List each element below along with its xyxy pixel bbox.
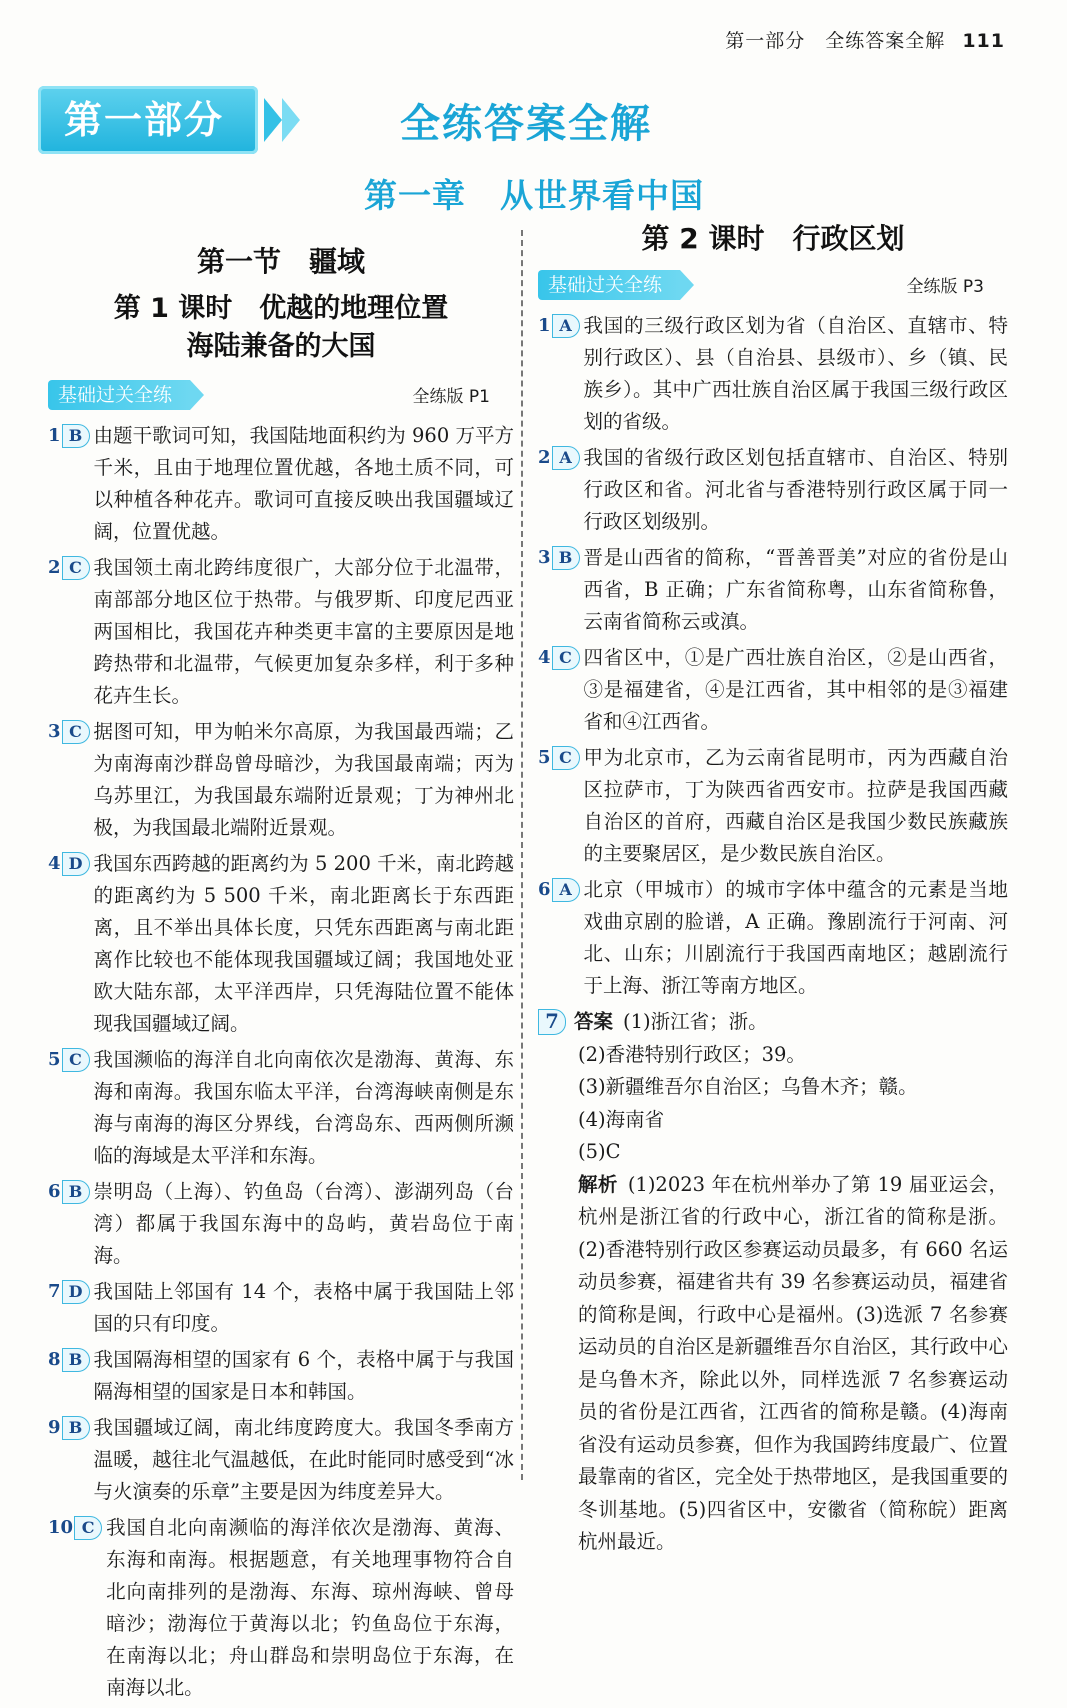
explanation-text: 北京（甲城市）的城市字体中蕴含的元素是当地戏曲京剧的脸谱，A 正确。豫剧流行于河南、河北、山东；川剧流行于我国西南地区；越剧流行于上海、浙江等南方地区。 [583,878,1008,997]
question-number: 4 [538,647,551,668]
explanation-text: 我国濒临的海洋自北向南依次是渤海、黄海、东海和南海。我国东临太平洋，台湾海峡南侧是东海与南海的海区分界线，台湾岛东、西两侧所濒临的海域是太平洋和东海。 [93,1048,514,1167]
answer-choice: D [62,1280,90,1304]
answer-item [538,442,1008,538]
question-number: 2 [538,447,551,468]
answer-item [48,1276,514,1340]
answer-choice: A [552,878,580,902]
answer-badge [48,556,90,580]
answer-choice: C [62,720,90,744]
answer-badge [48,1280,90,1304]
answer-badge [538,314,580,338]
answer-item [48,1344,514,1408]
answer-item [538,310,1008,438]
running-header-text: 第一部分 全练答案全解 [725,30,946,52]
right-column [538,220,1008,1559]
answer-choice: B [62,1348,90,1372]
question-number: 5 [538,747,551,768]
exercise-tag-row [538,266,1008,306]
answer-badge [538,546,580,570]
answer-choice: B [62,1416,90,1440]
answer-line: (4)海南省 [578,1107,665,1131]
page-number: 111 [962,30,1005,52]
question-number: 9 [48,1417,61,1438]
explanation-text: 据图可知，甲为帕米尔高原，为我国最西端；乙为南海南沙群岛曾母暗沙，为我国最南端；丙为乌苏里江，为我国最东端附近景观；丁为神州北极，为我国最北端附近景观。 [93,720,514,839]
question-number: 7 [48,1281,61,1302]
answer-item [48,1512,514,1704]
running-header [725,26,1005,53]
explanation-text: 我国的省级行政区划包括直辖市、自治区、特别行政区和省。河北省与香港特别行政区属于同一行政区划级别。 [583,446,1008,533]
answer-badge [538,646,580,670]
question-number: 3 [538,547,551,568]
answer-badge [48,1516,102,1540]
lesson-title: 第 2 课时 行政区划 [641,222,905,255]
reference-label: 全练版 P3 [906,277,984,297]
answer-item [48,552,514,712]
answer-choice: C [62,556,90,580]
answer-badge [538,746,580,770]
question-number: 2 [48,557,61,578]
answer-badge [48,1048,90,1072]
answer-label: 答案 [574,1010,614,1033]
answer-choice: A [552,446,580,470]
answer-badge [48,1416,90,1440]
chevron-right-icon [264,98,282,142]
answer-line: (5)C [578,1140,621,1163]
question-number: 10 [48,1517,74,1538]
explanation-text: 崇明岛（上海）、钓鱼岛（台湾）、澎湖列岛（台湾）都属于我国东海中的岛屿，黄岩岛位于南海。 [93,1180,514,1267]
chapter-title: 第一章 从世界看中国 [364,176,704,215]
answer-choice: D [62,852,90,876]
question-number: 5 [48,1049,61,1070]
explanation-text: 由题干歌词可知，我国陆地面积约为 960 万平方千米，且由于地理位置优越，各地土质不同，可以种植各种花卉。歌词可直接反映出我国疆域辽阔，位置优越。 [93,424,514,543]
answer-choice: C [62,1048,90,1072]
question-number: 1 [48,425,61,446]
answer-item [48,716,514,844]
answer-badge [538,878,580,902]
answer-badge [48,1348,90,1372]
answer-choice: C [74,1516,102,1540]
explanation-text: 我国的三级行政区划为省（自治区、直辖市、特别行政区）、县（自治县、县级市）、乡（镇、民族乡）。其中广西壮族自治区属于我国三级行政区划的省级。 [583,314,1008,433]
answer-item [538,542,1008,638]
answer-choice: B [62,1180,90,1204]
answer-heading [538,1006,1008,1039]
answer-item [538,874,1008,1002]
question-number: 3 [48,721,61,742]
explanation-text: 甲为北京市，乙为云南省昆明市，丙为西藏自治区拉萨市，丁为陕西省西安市。拉萨是我国西藏自治区的首府，西藏自治区是我国少数民族藏族的主要聚居区，是少数民族自治区。 [583,746,1008,865]
question-number-badge: 7 [538,1009,566,1035]
answer-item [48,1176,514,1272]
reference-label: 全练版 P1 [412,387,490,407]
question-number: 6 [538,879,551,900]
explanation-text: 我国东西跨越的距离约为 5 200 千米，南北跨越的距离约为 5 500 千米，南北距离长于东西距离，且不举出具体长度，只凭东西距离与南北距离作比较也不能体现我国疆域辽阔；我国地处亚欧大陆东部，太平洋西岸，只凭海陆位置不能体现我国疆域辽阔。 [93,852,514,1035]
explanation-text: 我国陆上邻国有 14 个，表格中属于我国陆上邻国的只有印度。 [93,1280,514,1335]
part-banner [38,86,258,154]
answer-line: (3)新疆维吾尔自治区；乌鲁木齐；赣。 [578,1075,918,1098]
question-number: 4 [48,853,61,874]
explanation-text: 我国隔海相望的国家有 6 个，表格中属于与我国隔海相望的国家是日本和韩国。 [93,1348,514,1403]
answer-badge [538,446,580,470]
answer-line: (2)香港特别行政区；39。 [578,1042,806,1066]
answer-choice: C [552,746,580,770]
answer-choice: A [552,314,580,338]
page-title: 全练答案全解 [400,101,652,147]
question-number: 1 [538,315,551,336]
question-number: 6 [48,1181,61,1202]
answer-badge [48,720,90,744]
exercise-tag: 基础过关全练 [48,380,190,410]
answer-choice: C [552,646,580,670]
analysis-body: (1)2023 年在杭州举办了第 19 届亚运会，杭州是浙江省的行政中心，浙江省的简称是浙。(2)香港特别行政区参赛运动员最多，有 660 名运动员参赛，福建省共有 39 名参赛运动员，福建省的简称是闽，行政中心是福州。(3)选派 7 名参赛运动员的自治区是新疆维吾尔自治区，其行政中心是乌鲁木齐，除此以外，同样选派 7 名参赛运动员的省份是江西省，江西省的简称是赣。(4)海南省没有运动员参赛，但作为我国跨纬度最广、位置最靠南的省区，完全处于热带地区，是我国重要的冬训基地。(5)四省区中，安徽省（简称皖）距离杭州最近。 [578,1172,1008,1553]
answer-choice: B [62,424,90,448]
explanation-text: 晋是山西省的简称，“晋善晋美”对应的省份是山西省，B 正确；广东省简称粤，山东省简称鲁，云南省简称云或滇。 [583,546,1008,633]
answer-badge [48,852,90,876]
answer-item [538,742,1008,870]
question-number: 8 [48,1349,61,1370]
analysis-label: 解析 [578,1172,618,1196]
column-divider [521,230,523,1480]
answer-list [538,310,1008,1002]
answer-item [48,848,514,1040]
analysis-text [538,1169,1008,1559]
lesson-subtitle: 海陆兼备的大国 [186,331,376,362]
answer-list [48,420,514,1704]
explanation-text: 我国领土南北跨纬度很广，大部分位于北温带，南部部分地区位于热带。与俄罗斯、印度尼西亚两国相比，我国花卉种类更丰富的主要原因是地跨热带和北温带，气候更加复杂多样，利于多种花卉生长。 [93,556,514,707]
chevron-right-icon [282,98,300,142]
answer-badge [48,424,90,448]
section-title: 第一节 疆域 [196,245,365,278]
answer-item [48,1412,514,1508]
answer-line: (1)浙江省；浙。 [623,1010,768,1033]
lesson-title: 第 1 课时 优越的地理位置 [113,293,449,324]
left-column [48,234,514,1708]
answer-badge [48,1180,90,1204]
answer-item [48,420,514,548]
question-7-answer [538,1006,1008,1559]
exercise-tag-row [48,376,514,416]
exercise-tag: 基础过关全练 [538,270,680,300]
answer-item [48,1044,514,1172]
answer-item [538,642,1008,738]
answer-choice: B [552,546,580,570]
explanation-text: 我国自北向南濒临的海洋依次是渤海、黄海、东海和南海。根据题意，有关地理事物符合自北向南排列的是渤海、东海、琼州海峡、曾母暗沙；渤海位于黄海以北；钓鱼岛位于东海，在南海以北；舟山群岛和崇明岛位于东海，在南海以北。 [106,1516,514,1699]
part-banner-label: 第一部分 [64,98,225,142]
explanation-text: 四省区中，①是广西壮族自治区，②是山西省，③是福建省，④是江西省，其中相邻的是③福建省和④江西省。 [583,646,1008,733]
explanation-text: 我国疆域辽阔，南北纬度跨度大。我国冬季南方温暖，越往北气温越低，在此时能同时感受到“冰与火演奏的乐章”主要是因为纬度差异大。 [93,1416,514,1503]
